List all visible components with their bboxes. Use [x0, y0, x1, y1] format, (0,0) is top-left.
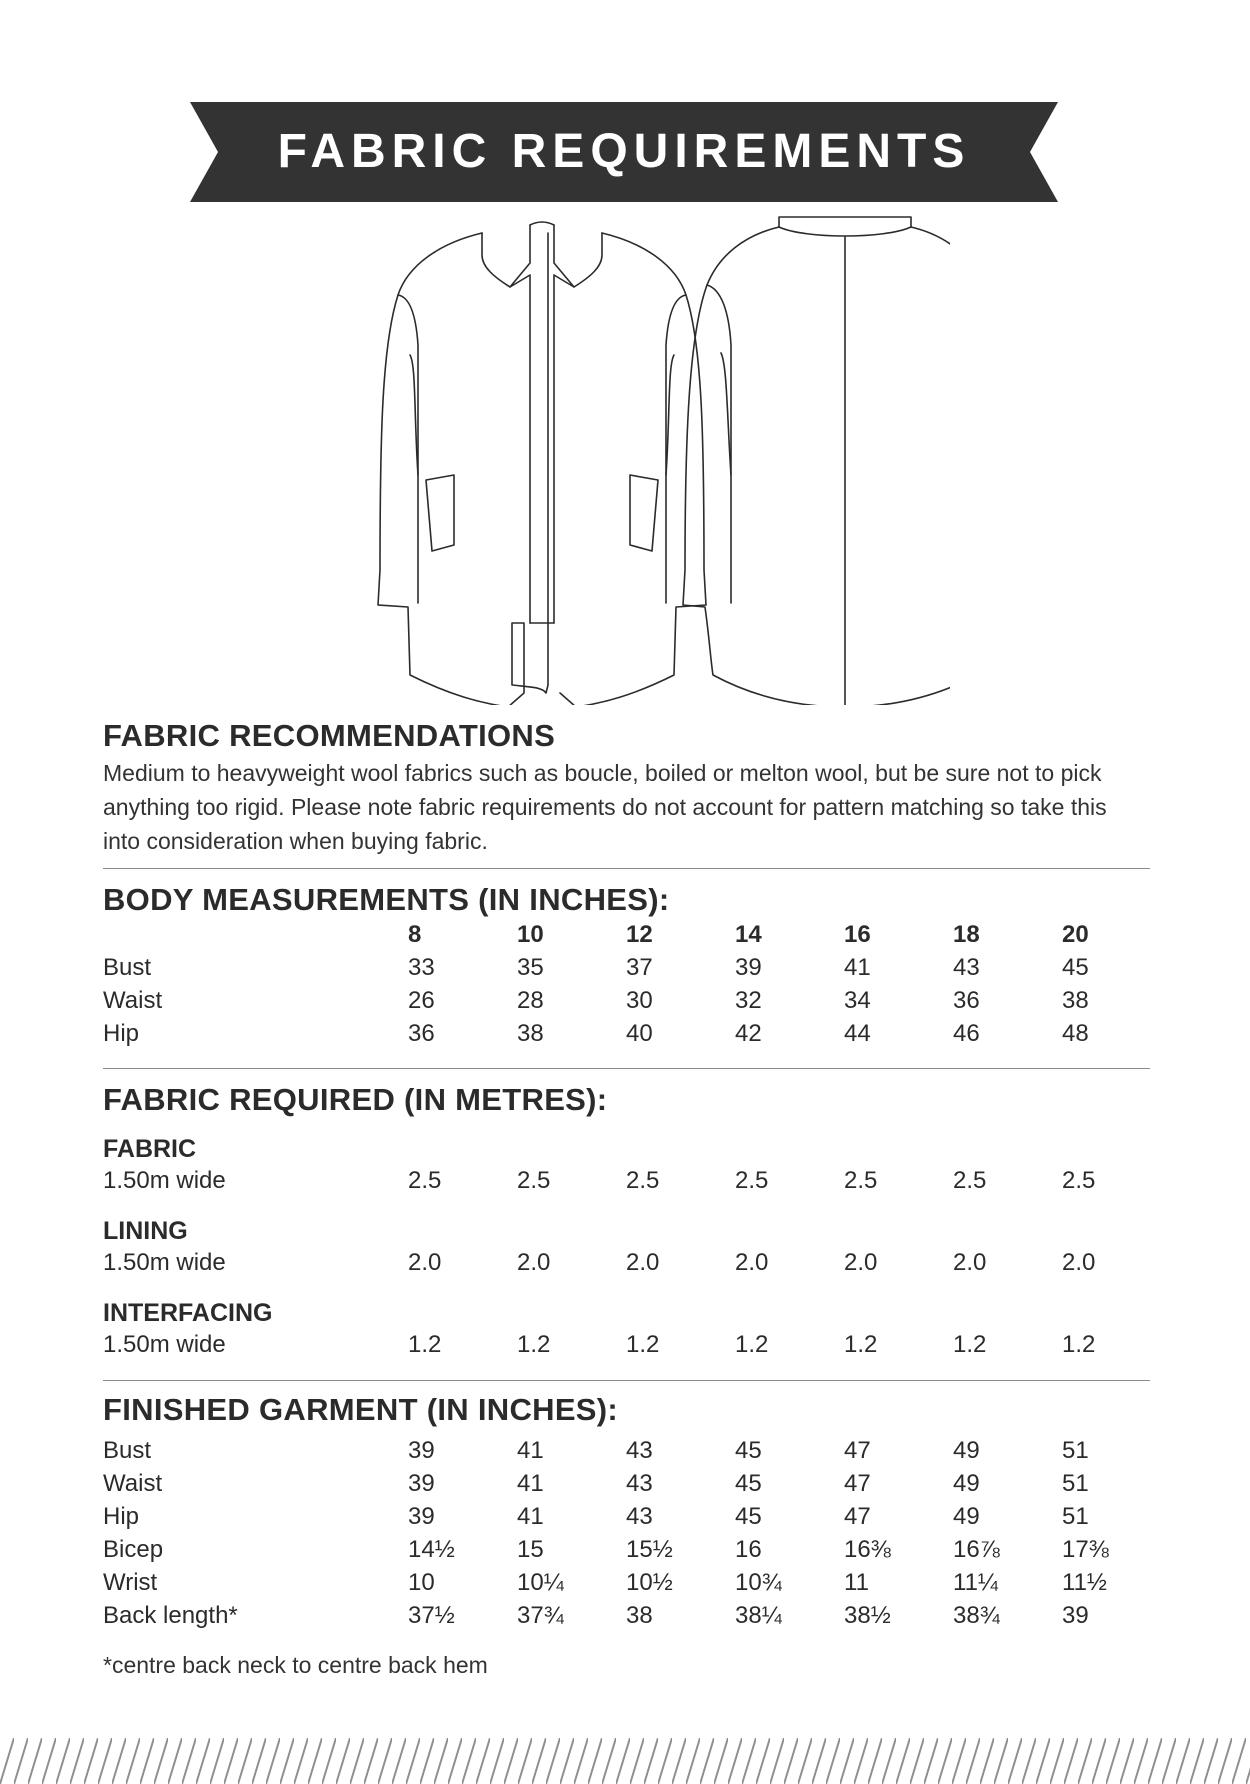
- section-divider: [103, 868, 1150, 869]
- fabric-group-title: INTERFACING: [103, 1299, 273, 1327]
- table-cell: 43: [953, 954, 980, 981]
- table-cell: 30: [626, 987, 653, 1014]
- table-cell: 43: [626, 1503, 653, 1530]
- row-label: 1.50m wide: [103, 1167, 226, 1194]
- table-cell: 11: [844, 1569, 869, 1596]
- table-cell: 38: [626, 1602, 653, 1629]
- table-cell: 37: [626, 954, 653, 981]
- table-cell: 45: [1062, 954, 1089, 981]
- table-cell: 1.2: [626, 1331, 660, 1358]
- table-cell: 47: [844, 1503, 871, 1530]
- table-cell: 39: [408, 1503, 435, 1530]
- row-label: Bust: [103, 954, 152, 981]
- table-cell: 10¾: [735, 1569, 782, 1596]
- row-label: Waist: [103, 1470, 163, 1497]
- table-cell: 2.5: [1062, 1167, 1096, 1194]
- table-cell: 49: [953, 1503, 980, 1530]
- table-cell: 35: [517, 954, 544, 981]
- table-row: [103, 1536, 1150, 1569]
- table-cell: 2.5: [844, 1167, 878, 1194]
- table-cell: 39: [1062, 1602, 1089, 1629]
- table-cell: 2.0: [844, 1249, 878, 1276]
- table-cell: 38½: [844, 1602, 891, 1629]
- table-cell: 16⅞: [953, 1536, 1000, 1563]
- size-label: 16: [844, 921, 871, 948]
- table-cell: 38¼: [735, 1602, 782, 1629]
- table-cell: 2.0: [953, 1249, 987, 1276]
- size-label: 20: [1062, 921, 1089, 948]
- table-row: [103, 1602, 1150, 1635]
- table-cell: 1.2: [735, 1331, 769, 1358]
- table-cell: 2.0: [735, 1249, 769, 1276]
- finished-garment-heading-wrap: [103, 1392, 1150, 1428]
- table-cell: 38: [1062, 987, 1089, 1014]
- fabric-group-title: FABRIC: [103, 1135, 197, 1163]
- table-cell: 16⅜: [844, 1536, 891, 1563]
- table-cell: 48: [1062, 1020, 1089, 1047]
- table-cell: 2.0: [1062, 1249, 1096, 1276]
- table-cell: 45: [735, 1503, 762, 1530]
- table-cell: 17⅜: [1062, 1536, 1109, 1563]
- recommendation-line: anything too rigid. Please note fabric requirements do not account for pattern matching so take this: [103, 794, 1107, 820]
- table-cell: 39: [408, 1437, 435, 1464]
- table-cell: 1.2: [953, 1331, 987, 1358]
- fabric-required-heading: FABRIC REQUIRED (IN METRES):: [103, 1082, 608, 1117]
- row-label: 1.50m wide: [103, 1331, 226, 1358]
- table-cell: 36: [408, 1020, 435, 1047]
- table-cell: 41: [517, 1437, 544, 1464]
- table-cell: 1.2: [844, 1331, 878, 1358]
- row-label: Back length*: [103, 1602, 238, 1629]
- coat-front-illustration: [378, 222, 706, 705]
- table-cell: 46: [953, 1020, 980, 1047]
- table-cell: 43: [626, 1470, 653, 1497]
- table-cell: 37¾: [517, 1602, 564, 1629]
- coat-illustration: [370, 215, 950, 705]
- table-cell: 2.5: [517, 1167, 551, 1194]
- table-cell: 10: [408, 1569, 435, 1596]
- table-cell: 49: [953, 1437, 980, 1464]
- table-cell: 2.5: [408, 1167, 442, 1194]
- row-label: Bust: [103, 1437, 152, 1464]
- table-row: [103, 1437, 1150, 1470]
- size-label: 10: [517, 921, 544, 948]
- table-cell: 28: [517, 987, 544, 1014]
- footnote: *centre back neck to centre back hem: [103, 1652, 488, 1678]
- table-cell: 40: [626, 1020, 653, 1047]
- size-label: 8: [408, 921, 422, 948]
- table-cell: 47: [844, 1437, 871, 1464]
- table-cell: 38: [517, 1020, 544, 1047]
- striped-footer-band: [0, 1738, 1250, 1784]
- table-cell: 45: [735, 1437, 762, 1464]
- table-cell: 2.0: [517, 1249, 551, 1276]
- table-cell: 51: [1062, 1437, 1089, 1464]
- table-cell: 42: [735, 1020, 762, 1047]
- table-cell: 16: [735, 1536, 762, 1563]
- body-measurements-heading: BODY MEASUREMENTS (IN INCHES):: [103, 882, 670, 917]
- table-cell: 10¼: [517, 1569, 564, 1596]
- table-cell: 2.5: [953, 1167, 987, 1194]
- table-cell: 45: [735, 1470, 762, 1497]
- fabric-group-title: LINING: [103, 1217, 188, 1245]
- table-cell: 2.0: [626, 1249, 660, 1276]
- row-label: Wrist: [103, 1569, 158, 1596]
- section-divider: [103, 1068, 1150, 1069]
- size-label: 18: [953, 921, 980, 948]
- table-cell: 2.5: [735, 1167, 769, 1194]
- table-cell: 47: [844, 1470, 871, 1497]
- fabric-required-heading-wrap: [103, 1082, 1150, 1118]
- fabric-recommendations-heading: FABRIC RECOMMENDATIONS: [103, 718, 556, 753]
- table-cell: 26: [408, 987, 435, 1014]
- table-cell: 15½: [626, 1536, 673, 1563]
- table-cell: 41: [844, 954, 871, 981]
- page-title: FABRIC REQUIREMENTS: [277, 125, 971, 178]
- size-header-row: [103, 921, 1150, 954]
- table-cell: 34: [844, 987, 871, 1014]
- table-row: [103, 987, 1150, 1020]
- table-row: [103, 1167, 1150, 1200]
- table-cell: 41: [517, 1503, 544, 1530]
- fabric-recommendations-text: [103, 756, 1150, 858]
- table-cell: 1.2: [517, 1331, 551, 1358]
- row-label: Hip: [103, 1503, 140, 1530]
- coat-back-illustration: [683, 217, 950, 705]
- table-cell: 15: [517, 1536, 544, 1563]
- recommendation-line: into consideration when buying fabric.: [103, 828, 488, 854]
- table-row: [103, 1503, 1150, 1536]
- table-cell: 1.2: [1062, 1331, 1096, 1358]
- table-row: [103, 1331, 1150, 1364]
- table-cell: 38¾: [953, 1602, 1000, 1629]
- recommendation-line: Medium to heavyweight wool fabrics such as boucle, boiled or melton wool, but be sure not to pick: [103, 760, 1102, 786]
- title-banner: [190, 102, 1058, 202]
- size-label: 14: [735, 921, 762, 948]
- table-cell: 51: [1062, 1503, 1089, 1530]
- row-label: 1.50m wide: [103, 1249, 226, 1276]
- fabric-recommendations-section: [103, 718, 1150, 858]
- row-label: Bicep: [103, 1536, 164, 1563]
- table-cell: 51: [1062, 1470, 1089, 1497]
- table-row: [103, 1470, 1150, 1503]
- table-row: [103, 954, 1150, 987]
- table-cell: 14½: [408, 1536, 455, 1563]
- row-label: Hip: [103, 1020, 140, 1047]
- row-label: Waist: [103, 987, 163, 1014]
- table-cell: 10½: [626, 1569, 673, 1596]
- section-divider: [103, 1380, 1150, 1381]
- table-cell: 2.0: [408, 1249, 442, 1276]
- table-cell: 37½: [408, 1602, 455, 1629]
- table-cell: 44: [844, 1020, 871, 1047]
- table-cell: 11½: [1062, 1569, 1107, 1596]
- table-row: [103, 1569, 1150, 1602]
- table-cell: 1.2: [408, 1331, 442, 1358]
- table-cell: 43: [626, 1437, 653, 1464]
- table-cell: 36: [953, 987, 980, 1014]
- table-cell: 33: [408, 954, 435, 981]
- table-row: [103, 1020, 1150, 1053]
- table-cell: 49: [953, 1470, 980, 1497]
- table-cell: 41: [517, 1470, 544, 1497]
- finished-garment-heading: FINISHED GARMENT (IN INCHES):: [103, 1392, 619, 1427]
- body-measurements-heading-wrap: [103, 882, 1150, 918]
- table-row: [103, 1249, 1150, 1282]
- table-cell: 11¼: [953, 1569, 998, 1596]
- table-cell: 39: [408, 1470, 435, 1497]
- table-cell: 2.5: [626, 1167, 660, 1194]
- table-cell: 32: [735, 987, 762, 1014]
- size-label: 12: [626, 921, 653, 948]
- table-cell: 39: [735, 954, 762, 981]
